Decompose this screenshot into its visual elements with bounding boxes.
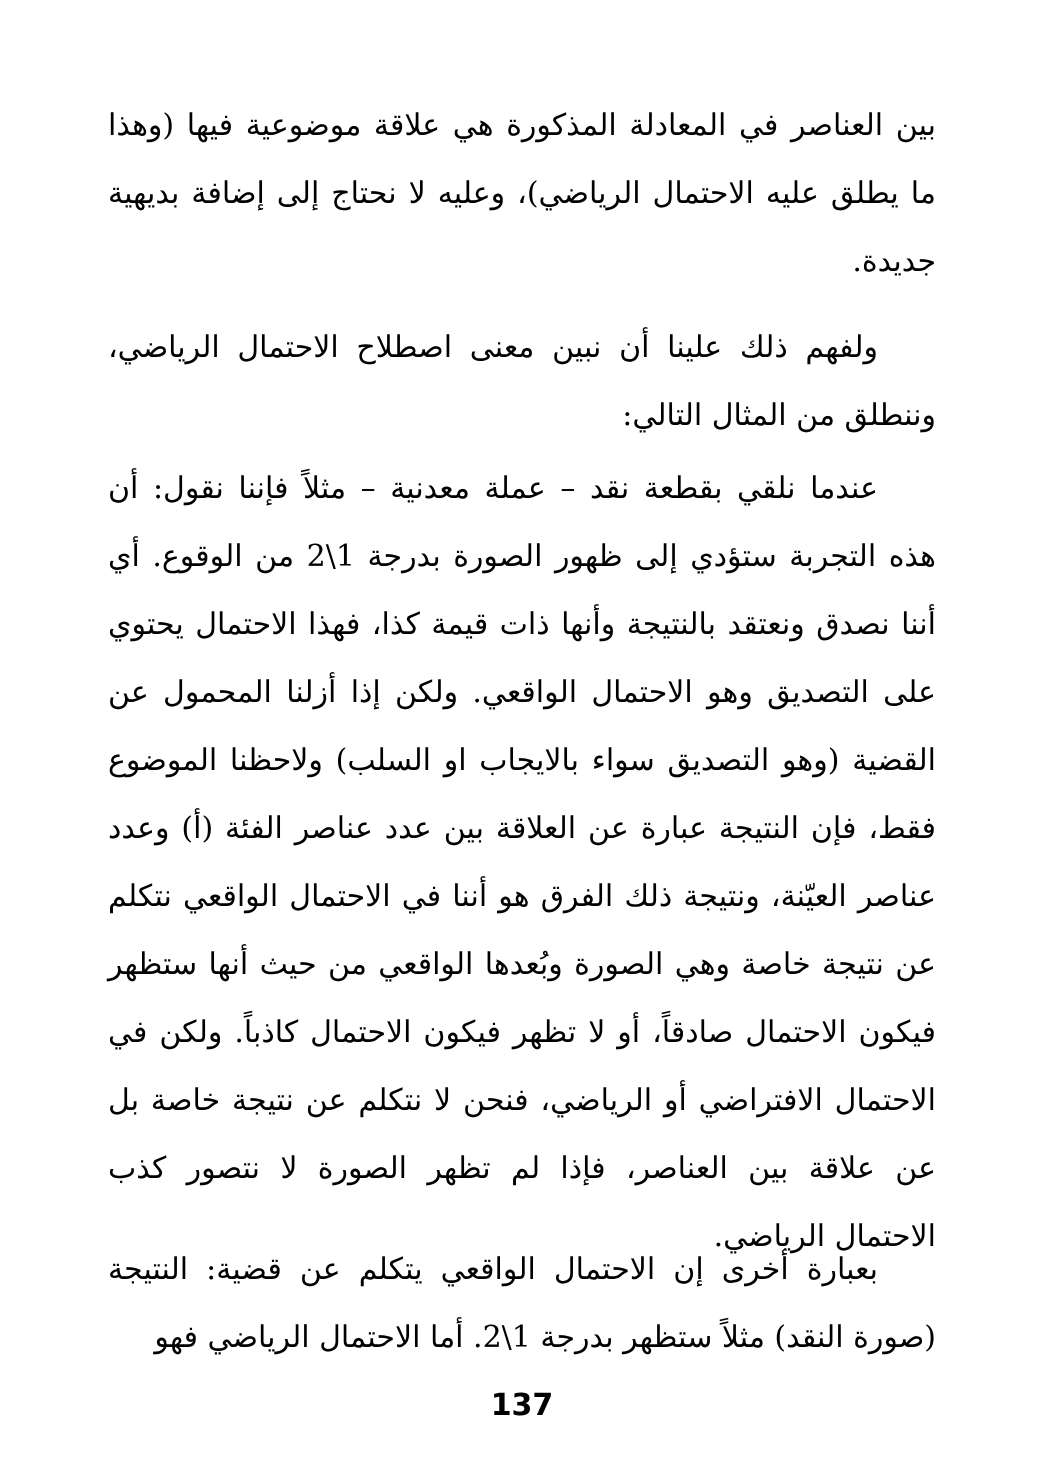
page-number: 137 xyxy=(490,1388,554,1423)
paragraph-example: عندما نلقي بقطعة نقد – عملة معدنية – مثلاً فإننا نقول: أن هذه التجربة ستؤدي إلى ظهور الصورة بدرجة 1\2 من الوقوع. أي أننا نصدق ونعتقد بالنتيجة وأنها ذات قيمة كذا، فهذا الاحتمال يحتوي على التصديق وهو الاحتمال الواقعي. ولكن إذا أزلنا المحمول عن القضية (وهو التصديق سواء بالايجاب او السلب) ولاحظنا الموضوع فقط، فإن النتيجة عبارة عن العلاقة بين عدد عناصر الفئة (أ) وعدد عناصر العيّنة، ونتيجة ذلك الفرق هو أننا في الاحتمال الواقعي نتكلم عن نتيجة خاصة وهي الصورة وبُعدها الواقعي من حيث أنها ستظهر فيكون الاحتمال صادقاً، أو لا تظهر فيكون الاحتمال كاذباً. ولكن في الاحتمال الافتراضي أو الرياضي، فنحن لا نتكلم عن نتيجة خاصة بل عن علاقة بين العناصر، فإذا لم تظهر الصورة لا نتصور كذب الاحتمال الرياضي. xyxy=(108,471,936,1254)
paragraph-intro: ولفهم ذلك علينا أن نبين معنى اصطلاح الاحتمال الرياضي، وننطلق من المثال التالي: xyxy=(108,330,936,433)
paragraph-summary: بعبارة أخرى إن الاحتمال الواقعي يتكلم عن قضية: النتيجة (صورة النقد) مثلاً ستظهر بدرجة 1\2. أما الاحتمال الرياضي فهو xyxy=(108,1252,936,1355)
paragraph-continuation: بين العناصر في المعادلة المذكورة هي علاقة موضوعية فيها (وهذا ما يطلق عليه الاحتمال الرياضي)، وعليه لا نحتاج إلى إضافة بديهية جديدة. xyxy=(108,108,936,279)
